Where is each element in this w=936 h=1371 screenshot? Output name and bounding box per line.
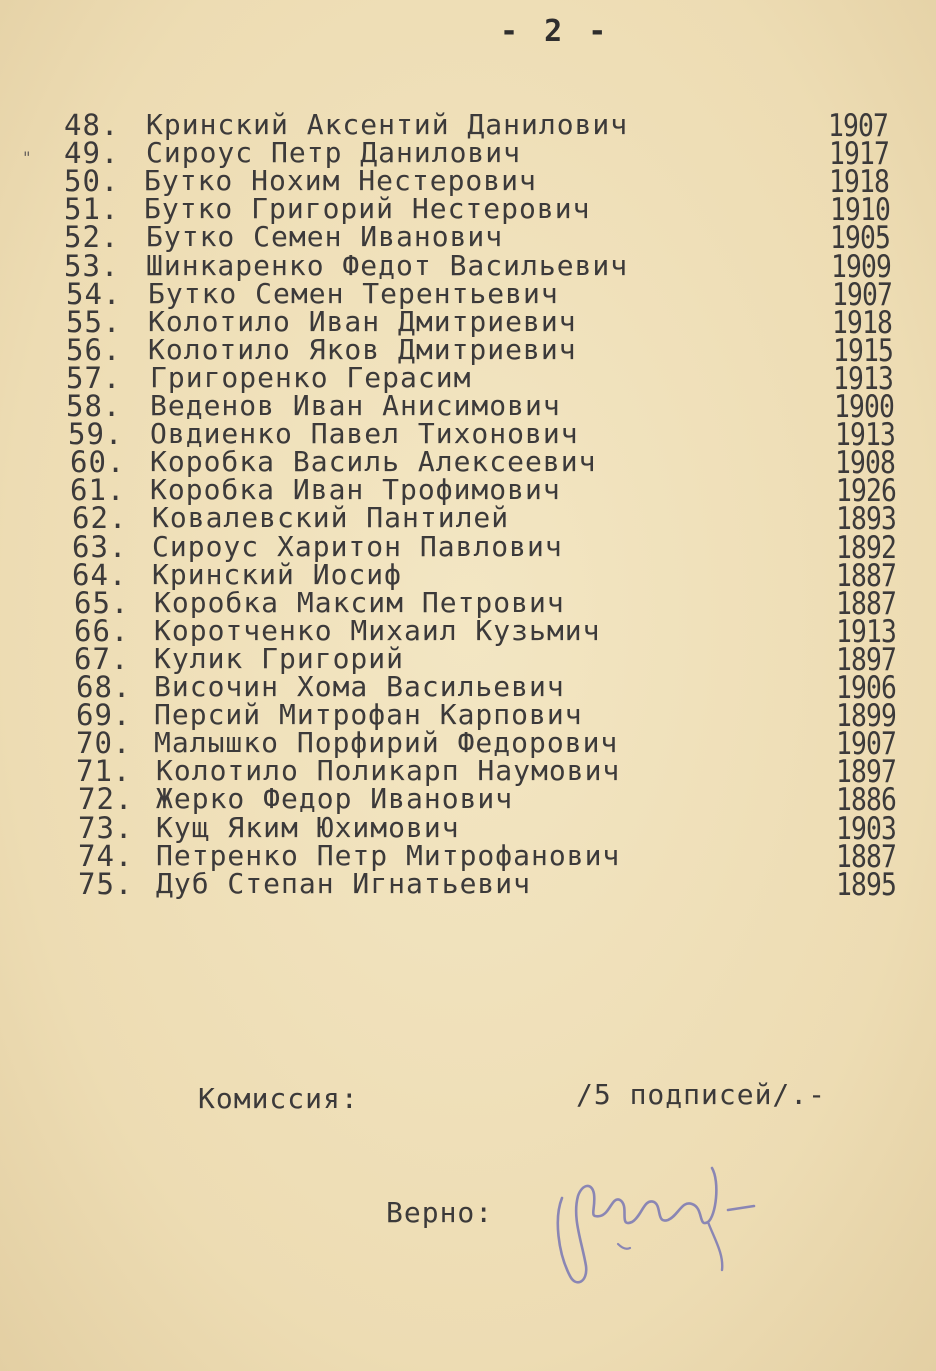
list-item xyxy=(0,557,936,594)
entry-number: 58. xyxy=(66,389,122,423)
entry-number: 71. xyxy=(76,754,132,789)
entry-year: 1906 xyxy=(836,670,897,706)
entry-year: 1908 xyxy=(835,445,896,482)
entry-year: 1913 xyxy=(836,613,897,650)
list-item xyxy=(0,585,936,622)
entry-year: 1907 xyxy=(828,108,889,144)
entry-year: 1926 xyxy=(835,473,896,510)
entry-name: Бутко Семен Терентьевич xyxy=(148,276,559,310)
list-item xyxy=(0,529,936,566)
list-item xyxy=(0,276,936,313)
entry-year: 1897 xyxy=(836,641,897,678)
entry-number: 55. xyxy=(66,304,122,339)
list-item xyxy=(0,389,936,425)
entry-number: 48. xyxy=(64,108,120,142)
entry-number: 57. xyxy=(66,360,122,395)
list-item xyxy=(0,108,936,144)
entry-year: 1903 xyxy=(836,810,897,847)
entry-number: 66. xyxy=(74,613,130,648)
entry-name: Сироус Петр Данилович xyxy=(146,136,522,170)
entry-number: 67. xyxy=(74,641,130,676)
entry-year: 1887 xyxy=(836,838,897,875)
entry-year: 1892 xyxy=(836,529,897,566)
entry-name: Веденов Иван Анисимович xyxy=(150,389,561,422)
entry-name: Коробка Иван Трофимович xyxy=(150,473,561,507)
list-item xyxy=(0,810,936,847)
list-item xyxy=(0,613,936,650)
entry-name: Бутко Григорий Нестерович xyxy=(144,192,591,226)
page-number: - 2 - xyxy=(500,14,611,49)
entry-year: 1907 xyxy=(831,276,892,313)
entry-number: 59. xyxy=(68,417,124,452)
entry-name: Жерко Федор Иванович xyxy=(156,782,514,816)
entry-name: Григоренко Герасим xyxy=(150,360,472,394)
entry-year: 1887 xyxy=(836,557,897,594)
entry-name: Бутко Семен Иванович xyxy=(146,220,504,254)
signatures-note: /5 подписей/.- xyxy=(576,1078,827,1111)
list-item xyxy=(0,417,936,454)
entry-number: 73. xyxy=(78,810,134,845)
entry-name: Колотило Поликарп Наумович xyxy=(156,754,621,788)
entry-number: 52. xyxy=(64,220,120,255)
entry-name: Овдиенко Павел Тихонович xyxy=(150,417,579,451)
entry-number: 60. xyxy=(70,445,126,480)
entry-year: 1913 xyxy=(833,360,894,397)
entry-year: 1899 xyxy=(836,698,897,735)
list-item xyxy=(0,304,936,341)
entry-year: 1915 xyxy=(832,332,893,369)
entry-name: Малышко Порфирий Федорович xyxy=(154,726,619,760)
list-item xyxy=(0,136,936,173)
verno-label: Верно: xyxy=(386,1196,494,1229)
entry-number: 69. xyxy=(76,698,132,733)
entry-name: Сироус Харитон Павлович xyxy=(152,529,563,563)
list-item xyxy=(0,248,936,285)
list-item xyxy=(0,332,936,369)
entry-number: 54. xyxy=(66,276,122,311)
list-item xyxy=(0,838,936,875)
entry-name: Кринский Аксентий Данилович xyxy=(146,108,629,141)
entry-number: 56. xyxy=(66,332,122,367)
entry-number: 49. xyxy=(64,136,120,171)
entry-name: Персий Митрофан Карпович xyxy=(154,698,583,732)
list-item xyxy=(0,220,936,257)
entry-year: 1913 xyxy=(834,417,895,454)
list-item xyxy=(0,192,936,229)
entry-year: 1907 xyxy=(836,726,897,763)
list-item xyxy=(0,698,936,735)
list-item xyxy=(0,501,936,538)
entry-year: 1905 xyxy=(830,220,891,257)
entry-name: Коротченко Михаил Кузьмич xyxy=(154,613,601,647)
entry-number: 50. xyxy=(64,164,120,199)
entry-name: Коробка Василь Алексеевич xyxy=(150,445,597,479)
entry-number: 51. xyxy=(64,192,120,227)
commission-label: Комиссия: xyxy=(198,1082,359,1115)
list-item xyxy=(0,164,936,201)
entry-year: 1900 xyxy=(834,389,895,425)
entry-year: 1917 xyxy=(828,136,889,173)
entry-year: 1887 xyxy=(836,585,897,622)
entry-number: 53. xyxy=(64,248,120,283)
list-item xyxy=(0,473,936,510)
entry-year: 1886 xyxy=(836,782,897,819)
entry-name: Ковалевский Пантилей xyxy=(152,501,510,535)
entry-number: 64. xyxy=(72,557,128,592)
entry-number: 75. xyxy=(78,866,134,901)
list-item xyxy=(0,445,936,482)
entry-name: Височин Хома Васильевич xyxy=(154,670,565,703)
entry-name: Кринский Иосиф xyxy=(152,557,403,591)
entry-year: 1893 xyxy=(836,501,897,538)
entry-year: 1897 xyxy=(836,754,897,791)
entry-number: 70. xyxy=(76,726,132,761)
entry-name: Колотило Яков Дмитриевич xyxy=(148,332,577,366)
entry-name: Шинкаренко Федот Васильевич xyxy=(146,248,629,282)
entry-name: Колотило Иван Дмитриевич xyxy=(148,304,577,338)
entry-name: Петренко Петр Митрофанович xyxy=(156,838,621,872)
list-item xyxy=(0,754,936,791)
entry-number: 62. xyxy=(72,501,128,536)
list-item xyxy=(0,641,936,678)
entry-year: 1909 xyxy=(831,248,892,285)
entry-number: 63. xyxy=(72,529,128,564)
entry-year: 1918 xyxy=(832,304,893,341)
handwritten-signature xyxy=(548,1158,768,1298)
entry-number: 72. xyxy=(78,782,134,817)
entry-name: Кулик Григорий xyxy=(154,641,405,675)
list-item xyxy=(0,726,936,763)
list-item xyxy=(0,866,936,903)
list-item xyxy=(0,670,936,706)
entry-number: 65. xyxy=(74,585,130,620)
margin-mark: " xyxy=(22,148,32,167)
entry-name: Бутко Нохим Нестерович xyxy=(144,164,537,198)
entry-year: 1895 xyxy=(836,866,897,903)
entry-name: Кущ Яким Юхимович xyxy=(156,810,460,844)
entry-name: Дуб Степан Игнатьевич xyxy=(156,866,532,900)
entry-year: 1910 xyxy=(829,192,890,229)
list-item xyxy=(0,360,936,397)
entry-number: 61. xyxy=(70,473,126,508)
entry-year: 1918 xyxy=(829,164,890,201)
entry-number: 74. xyxy=(78,838,134,873)
list-item xyxy=(0,782,936,819)
entry-name: Коробка Максим Петрович xyxy=(154,585,565,619)
entry-number: 68. xyxy=(76,670,132,704)
